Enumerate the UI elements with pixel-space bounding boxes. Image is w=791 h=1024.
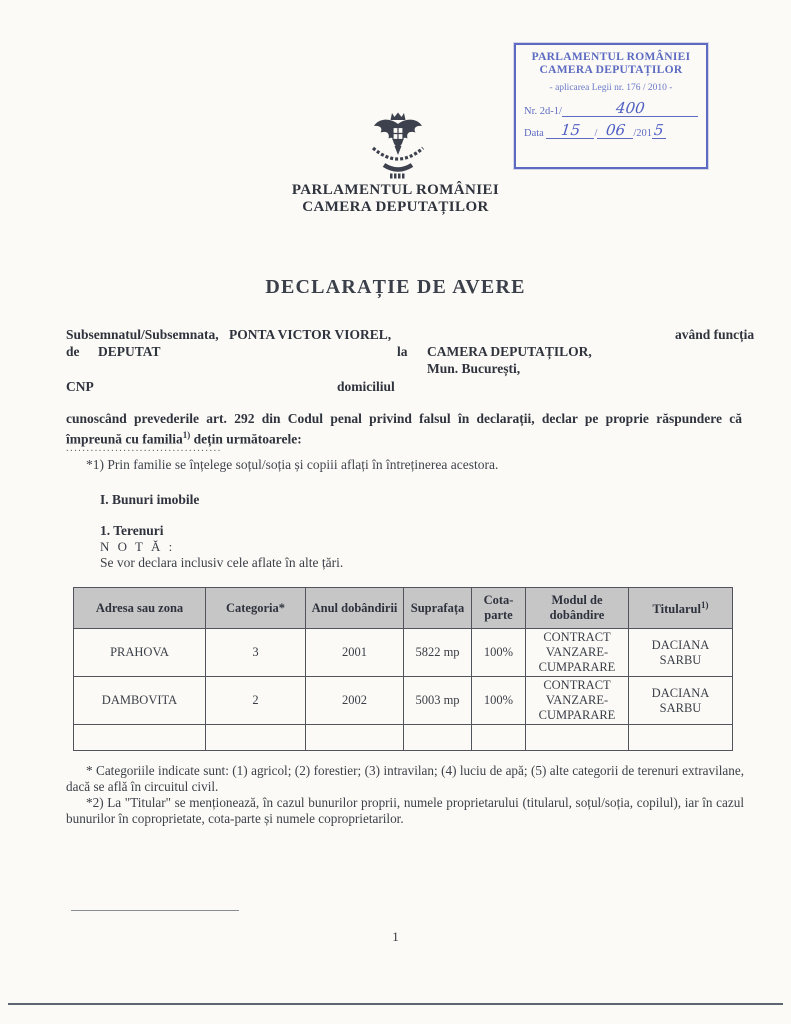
bottom-rule	[8, 1003, 783, 1005]
legal-text-end: dețin următoarele:	[190, 431, 302, 447]
land-table-body	[74, 629, 733, 751]
table-cell	[404, 725, 472, 751]
col-header-holder-label: Titularul	[652, 602, 701, 617]
table-cell	[206, 725, 306, 751]
stamp-date-month-field	[597, 121, 633, 139]
col-header-year: Anul dobândirii	[306, 588, 404, 629]
col-header-address: Adresa sau zona	[74, 588, 206, 629]
stamp-law-reference: - aplicarea Legii nr. 176 / 2010 -	[549, 83, 673, 93]
table-cell: 100%	[472, 677, 526, 725]
table-cell: 2	[206, 677, 306, 725]
stamp-date-day-field	[546, 121, 594, 139]
dotted-separator: ......................................	[66, 443, 222, 454]
subject-label: Subsemnatul/Subsemnata,	[66, 327, 219, 342]
stamp-date-year-digit: 5	[653, 121, 665, 139]
letterhead-chamber: CAMERA DEPUTAȚILOR	[302, 199, 489, 215]
table-row	[74, 677, 733, 725]
table-cell: DACIANA SARBU	[629, 629, 733, 677]
stamp-chamber: CAMERA DEPUTAȚILOR	[539, 64, 683, 76]
stamp-date-row	[524, 121, 698, 139]
letterhead-institution: PARLAMENTUL ROMÂNIEI	[291, 182, 500, 198]
titular-footnote: *2) La "Titular" se menționează, în cazul bunurilor proprii, numele proprietarului (titularul, soțul/soția, copilul), iar în cazul bunurilor în coproprietate, cota-parte și numele coproprietarilor.	[66, 795, 744, 826]
stamp-number-value: 400	[614, 99, 646, 117]
footnote-marker: 1)	[182, 430, 191, 440]
col-header-share: Cota-parte	[472, 588, 526, 629]
legal-paragraph	[66, 410, 742, 448]
col-header-area: Suprafața	[404, 588, 472, 629]
stamp-date-label: Data	[524, 128, 544, 139]
table-cell	[74, 725, 206, 751]
stamp-date-year-prefix: /201	[633, 128, 653, 139]
stamp-number-field	[562, 99, 698, 117]
of-label: de	[66, 344, 80, 359]
table-cell: 5003 mp	[404, 677, 472, 725]
stamp-date-month: 06	[604, 121, 626, 139]
coat-of-arms-icon	[367, 110, 429, 182]
note-label: N O T Ă :	[100, 539, 175, 554]
table-cell: 2002	[306, 677, 404, 725]
table-cell: 3	[206, 629, 306, 677]
stamp-date-day: 15	[560, 121, 581, 139]
table-header-row	[74, 588, 733, 629]
categories-footnote: * Categoriile indicate sunt: (1) agricol; (2) forestier; (3) intravilan; (4) luciu de apă; (5) alte categorii de terenuri extravilane, dacă se află în circuitul civil.	[66, 763, 744, 794]
function-suffix-label: având funcția	[675, 327, 755, 342]
footnote-separator-line	[71, 910, 239, 911]
page-title: DECLARAȚIE DE AVERE	[265, 276, 526, 298]
land-table	[73, 587, 733, 751]
table-cell	[526, 725, 629, 751]
stamp-date-separator: /	[594, 128, 598, 139]
table-cell: CONTRACT VANZARE-CUMPARARE	[526, 629, 629, 677]
domicile-label: domiciliul	[337, 379, 395, 394]
declaration-intro	[66, 327, 755, 399]
table-cell	[472, 725, 526, 751]
section-heading-immovable-assets: I. Bunuri imobile	[100, 492, 200, 507]
table-cell: 2001	[306, 629, 404, 677]
declarant-name: PONTA VICTOR VIOREL,	[229, 327, 392, 342]
stamp-number-row	[524, 99, 698, 117]
registration-stamp	[514, 43, 708, 169]
legal-text-start: cunoscând prevederile art. 292 din Codul penal privind falsul în declarații, declar pe proprie răspundere că împreună cu familia	[66, 411, 742, 447]
stamp-date-year-field	[652, 121, 666, 139]
table-cell: CONTRACT VANZARE-CUMPARARE	[526, 677, 629, 725]
table-row	[74, 629, 733, 677]
page-number: 1	[392, 929, 399, 944]
at-label: la	[397, 344, 408, 359]
stamp-institution: PARLAMENTUL ROMÂNIEI	[531, 51, 691, 63]
cnp-label: CNP	[66, 379, 94, 394]
table-cell	[306, 725, 404, 751]
note-text: Se vor declara inclusiv cele aflate în alte țări.	[100, 555, 344, 570]
table-cell: 100%	[472, 629, 526, 677]
table-cell	[629, 725, 733, 751]
table-cell: DAMBOVITA	[74, 677, 206, 725]
family-footnote: *1) Prin familie se înțelege soțul/soția și copiii aflați în întreținerea acestora.	[86, 457, 499, 472]
col-header-category: Categoria*	[206, 588, 306, 629]
declarant-institution: CAMERA DEPUTAȚILOR,	[427, 344, 592, 359]
col-header-acquisition: Modul de dobândire	[526, 588, 629, 629]
col-header-holder-sup: 1)	[700, 600, 709, 611]
stamp-number-label: Nr. 2d-1/	[524, 106, 562, 117]
declarant-function: DEPUTAT	[98, 344, 161, 359]
col-header-holder	[629, 588, 733, 629]
table-row	[74, 725, 733, 751]
table-cell: PRAHOVA	[74, 629, 206, 677]
table-cell: DACIANA SARBU	[629, 677, 733, 725]
declarant-city: Mun. București,	[427, 361, 521, 376]
subsection-heading-lands: 1. Terenuri	[100, 523, 164, 538]
table-cell: 5822 mp	[404, 629, 472, 677]
